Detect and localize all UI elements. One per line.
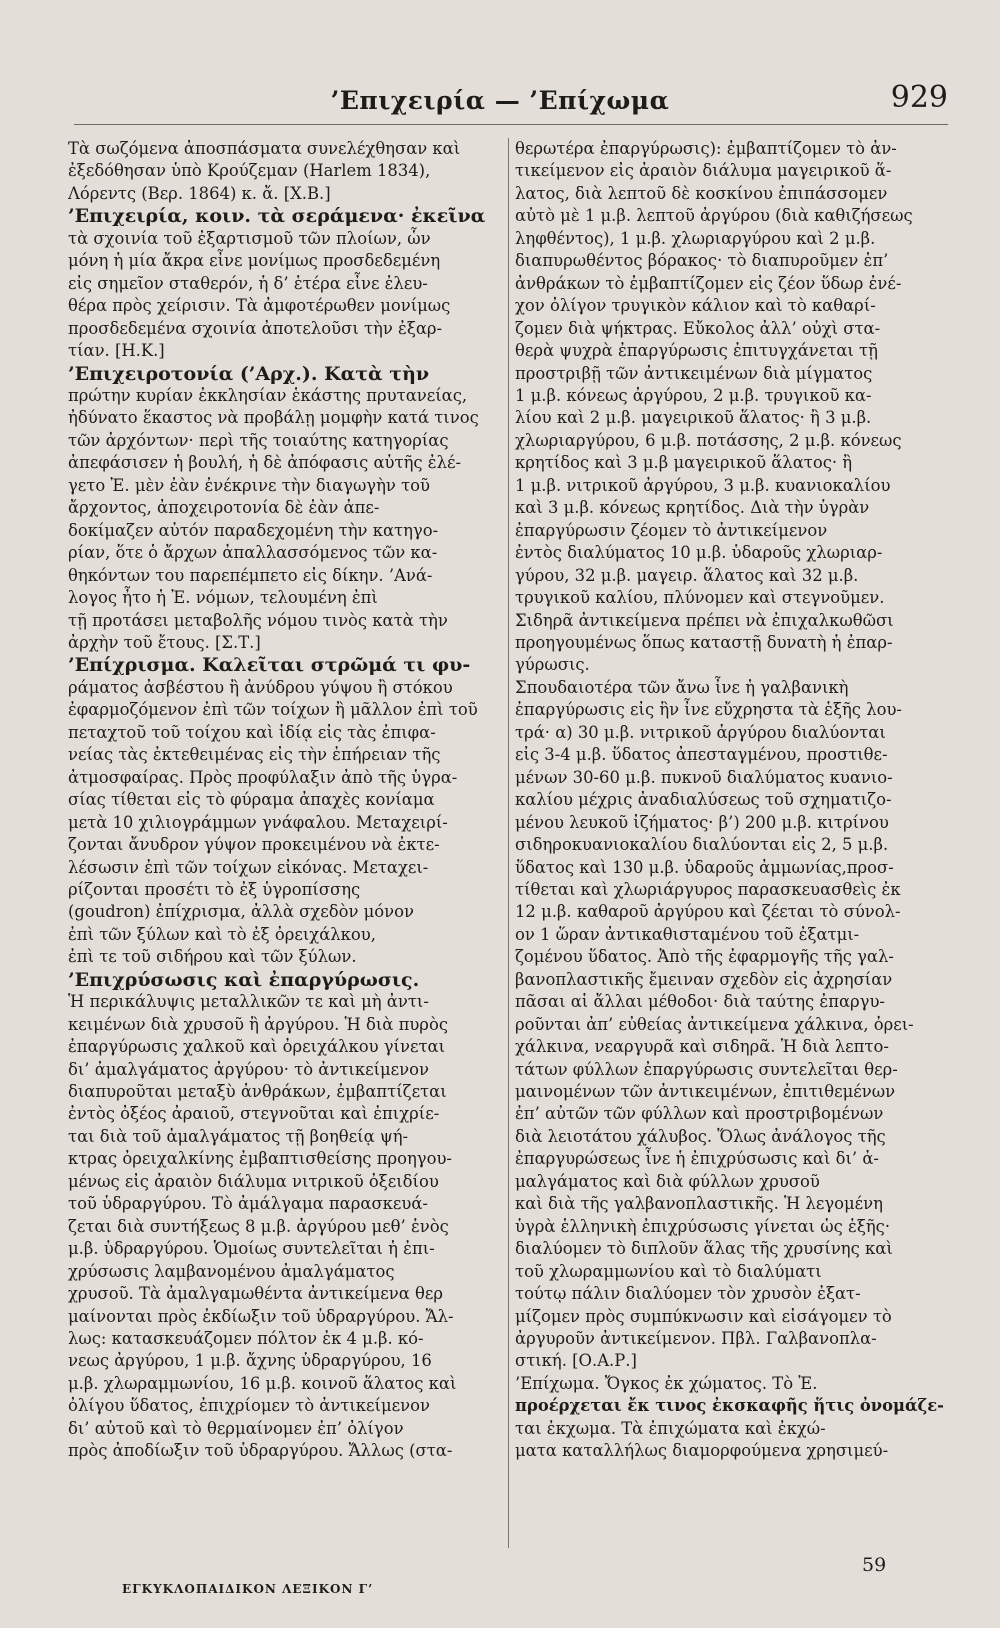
text-line: μετὰ 10 χιλιογράμμων γνάφαλου. Μεταχειρί-: [68, 812, 448, 832]
text-line: μίζομεν πρὸς συμπύκνωσιν καὶ εἰσάγομεν τὸ: [515, 1306, 892, 1326]
text-line: πρὸς ἀποδίωξιν τοῦ ὑδραργύρου. Ἄλλως (στα-: [68, 1441, 453, 1461]
text-line: (goudron) ἐπίχρισμα, ἀλλὰ σχεδὸν μόνον: [68, 902, 414, 922]
header-rule: [74, 124, 948, 125]
text-line: ρίζονται προσέτι τὸ ἐξ ὑγροπίσσης: [68, 879, 361, 899]
text-line: χλωριαργύρου, 6 μ.β. ποτάσσης, 2 μ.β. κόνεως: [515, 430, 902, 450]
text-line: ἐξεδόθησαν ὑπὸ Κρούζεμαν (Harlem 1834),: [68, 161, 431, 181]
text-line: ἐπαργυρώσεως ἶνε ἡ ἐπιχρύσωσις καὶ δι’ ἀ-: [515, 1149, 879, 1169]
text-line: τάτων φύλλων ἐπαργύρωσις συντελεῖται θερ-: [515, 1059, 898, 1079]
text-line: ἐπὶ τῶν ξύλων καὶ τὸ ἐξ ὀρειχάλκου,: [68, 924, 376, 944]
text-line: μένων 30-60 μ.β. πυκνοῦ διαλύματος κυανιο-: [515, 767, 893, 787]
text-line: ζονται ἄνυδρον γύψον προκειμένου νὰ ἐκτε-: [68, 835, 440, 855]
text-line: ἄρχοντος, ἀποχειροτονία δὲ ἐὰν ἀπε-: [68, 498, 380, 518]
text-line: διαπυρωθέντος βόρακος· τὸ διαπυροῦμεν ἐπ’: [515, 251, 889, 271]
text-line: ροῦνται ἀπ’ εὐθείας ἀντικείμενα χάλκινα, ὀρει-: [515, 1014, 914, 1034]
text-line: Τὰ σωζόμενα ἀποσπάσματα συνελέχθησαν καὶ: [68, 139, 461, 158]
text-line: λως: κατασκευάζομεν πόλτον ἐκ 4 μ.β. κό-: [68, 1329, 424, 1349]
entry-headword-line: ’Επιχειρία, κοιν. τὰ σεράμενα· ἐκεῖνα: [68, 205, 486, 228]
text-line: ἀνθράκων τὸ ἐμβαπτίζομεν εἰς ζέον ὕδωρ ἐνέ-: [515, 273, 902, 293]
text-line: ληφθέντος), 1 μ.β. χλωριαργύρου καὶ 2 μ.β.: [515, 228, 876, 248]
text-line: χρυσοῦ. Τὰ ἀμαλγαμωθέντα ἀντικείμενα θερ: [68, 1284, 443, 1304]
text-line: τρυγικοῦ καλίου, πλύνομεν καὶ στεγνοῦμεν.: [515, 588, 885, 608]
text-line: πρώτην κυρίαν ἐκκλησίαν ἑκάστης πρυτανείας,: [68, 385, 468, 405]
text-line: ρίαν, ὅτε ὁ ἄρχων ἀπαλλασσόμενος τῶν κα-: [68, 543, 438, 563]
text-line: δοκίμαζεν αὐτόν παραδεχομένη τὴν κατηγο-: [68, 520, 439, 540]
text-line: τίθεται καὶ χλωριάργυρος παρασκευασθεὶς ἐκ: [515, 879, 901, 899]
text-line: ἠδύνατο ἕκαστος νὰ προβάλῃ μομφὴν κατά τινος: [68, 408, 479, 428]
text-line: γύρου, 32 μ.β. μαγειρ. ἅλατος καὶ 32 μ.β.: [515, 565, 859, 585]
text-line: ἀτμοσφαίρας. Πρὸς προφύλαξιν ἀπὸ τῆς ὑγρα-: [68, 767, 458, 787]
text-line: πεταχτοῦ τοῦ τοίχου καὶ ἰδίᾳ εἰς τὰς ἐπιφα-: [68, 722, 436, 742]
text-line: εἰς σημεῖον σταθερόν, ἡ δ’ ἑτέρα εἶνε ἐλευ-: [68, 273, 428, 293]
text-line: Ἡ περικάλυψις μεταλλικῶν τε καὶ μὴ ἀντι-: [68, 992, 429, 1012]
text-line: σιδηροκυανιοκαλίου διαλύονται εἰς 2, 5 μ.β.: [515, 835, 889, 855]
text-line: ζομεν διὰ ψήκτρας. Εὔκολος ἀλλ’ οὐχὶ στα-: [515, 318, 881, 338]
text-line: πᾶσαι αἱ ἄλλαι μέθοδοι· διὰ ταύτης ἐπαργυ-: [515, 992, 885, 1012]
text-line: προστριβῇ τῶν ἀντικειμένων διὰ μίγματος: [515, 363, 873, 383]
text-line: κειμένων διὰ χρυσοῦ ἢ ἀργύρου. Ἡ διὰ πυρὸς: [68, 1014, 448, 1034]
text-line: τὰ σχοινία τοῦ ἐξαρτισμοῦ τῶν πλοίων, ὧν: [68, 228, 431, 248]
text-line: διαλύομεν τὸ διπλοῦν ἅλας τῆς χρυσίνης καὶ: [515, 1239, 893, 1259]
text-line: ἐπαργύρωσις χαλκοῦ καὶ ὀρειχάλκου γίνεται: [68, 1037, 446, 1057]
text-line: ὑγρὰ ἑλληνικὴ ἐπιχρύσωσις γίνεται ὡς ἑξῆς·: [515, 1216, 891, 1236]
text-line: αὐτὸ μὲ 1 μ.β. λεπτοῦ ἀργύρου (διὰ καθιζήσεως: [515, 206, 913, 226]
text-line: ἀρχὴν τοῦ ἔτους. [Σ.Τ.]: [68, 632, 261, 652]
text-line: νείας τὰς ἐκτεθειμένας εἰς τὴν ἐπήρειαν τῆς: [68, 745, 441, 765]
entry-headword-line: προέρχεται ἔκ τινος ἐκσκαφῆς ἥτις ὀνομάζε-: [515, 1396, 944, 1416]
text-line: κρητίδος καὶ 3 μ.β μαγειρικοῦ ἅλατος· ἢ: [515, 453, 853, 473]
text-line: διὰ λειοτάτου χάλυβος. Ὅλως ἀνάλογος τῆς: [515, 1126, 886, 1146]
text-line: ἀπεφάσισεν ἡ βουλή, ἡ δὲ ἀπόφασις αὐτῆς ἐλέ-: [68, 453, 461, 473]
text-line: καὶ 3 μ.β. κόνεως κρητίδος. Διὰ τὴν ὑγρὰν: [515, 498, 870, 518]
text-line: λέσωσιν ἐπὶ τῶν τοίχων εἰκόνας. Μεταχει-: [68, 857, 429, 877]
text-line: ἐπὶ τε τοῦ σιδήρου καὶ τῶν ξύλων.: [68, 947, 357, 967]
text-line: ἐπαργύρωσιν ζέομεν τὸ ἀντικείμενον: [515, 520, 828, 540]
text-line: τοῦ χλωραμμωνίου καὶ τὸ διαλύματι: [515, 1261, 822, 1281]
text-line: ὕδατος καὶ 130 μ.β. ὑδαροῦς ἀμμωνίας,προσ-: [515, 857, 894, 877]
text-line: λατος, διὰ λεπτοῦ δὲ κοσκίνου ἐπιπάσσομεν: [515, 183, 888, 203]
text-line: λίου καὶ 2 μ.β. μαγειρικοῦ ἅλατος· ἢ 3 μ.β.: [515, 408, 872, 428]
text-line: γετο Ἐ. μὲν ἐὰν ἐνέκρινε τὴν διαγωγὴν τοῦ: [68, 475, 430, 495]
text-line: τῇ προτάσει μεταβολῆς νόμου τινὸς κατὰ τὴν: [68, 610, 448, 630]
text-line: χρύσωσις λαμβανομένου ἀμαλγάματος: [68, 1261, 395, 1281]
signature-number: 59: [862, 1554, 887, 1576]
text-line: τίαν. [Η.Κ.]: [68, 341, 165, 361]
signature-mark: ΕΓΚΥΚΛΟΠΑΙΔΙΚΟΝ ΛΕΞΙΚΟΝ Γ’: [122, 1582, 374, 1596]
text-line: ἐπ’ αὐτῶν τῶν φύλλων καὶ προστριβομένων: [515, 1104, 884, 1124]
right-column: [515, 138, 949, 1552]
text-line: γύρωσις.: [515, 655, 590, 675]
text-line: ἐντὸς ὀξέος ἀραιοῦ, στεγνοῦται καὶ ἐπιχρίε-: [68, 1104, 440, 1124]
text-line: μ.β. ὑδραργύρου. Ὁμοίως συντελεῖται ἡ ἐπι-: [68, 1239, 435, 1259]
text-line: τούτῳ πάλιν διαλύομεν τὸν χρυσὸν ἐξατ-: [515, 1284, 861, 1304]
left-column: [68, 138, 502, 1552]
text-line: τρά· α) 30 μ.β. νιτρικοῦ ἀργύρου διαλύονται: [515, 722, 886, 742]
text-line: μ.β. χλωραμμωνίου, 16 μ.β. κοινοῦ ἅλατος καὶ: [68, 1373, 457, 1393]
entry-headword-line: ’Επιχειροτονία (’Αρχ.). Κατὰ τὴν: [68, 362, 430, 385]
text-line: ἐφαρμοζόμενον ἐπὶ τῶν τοίχων ἢ μᾶλλον ἐπὶ τοῦ: [68, 700, 478, 720]
text-line: στική. [Ο.Α.Ρ.]: [515, 1351, 637, 1371]
text-line: χάλκινα, νεαργυρᾶ καὶ σιδηρᾶ. Ἡ διὰ λεπτο-: [515, 1037, 889, 1057]
text-line: ράματος ἀσβέστου ἢ ἀνύδρου γύψου ἢ στόκου: [68, 677, 453, 697]
text-line: θηκόντων του παρεπέμπετο εἰς δίκην. ’Ανά-: [68, 565, 433, 585]
text-line: προσδεδεμένα σχοινία ἀποτελοῦσι τὴν ἐξαρ-: [68, 318, 443, 338]
text-line: ἐπαργύρωσις εἰς ἣν ἶνε εὔχρηστα τὰ ἑξῆς λου-: [515, 700, 902, 720]
text-line: λογος ἦτο ἡ Ἐ. νόμων, τελουμένη ἐπὶ: [68, 588, 378, 608]
text-line: 1 μ.β. νιτρικοῦ ἀργύρου, 3 μ.β. κυανιοκαλίου: [515, 475, 891, 495]
text-line: προηγουμένως ὅπως καταστῇ δυνατὴ ἡ ἐπαρ-: [515, 632, 893, 652]
text-line: καὶ διὰ τῆς γαλβανοπλαστικῆς. Ἡ λεγομένη: [515, 1194, 883, 1214]
text-line: ται ἐκχωμα. Τὰ ἐπιχώματα καὶ ἐκχώ-: [515, 1418, 826, 1438]
text-line: εἰς 3-4 μ.β. ὕδατος ἀπεσταγμένου, προστιθε-: [515, 745, 888, 765]
text-line: μαλγάματος καὶ διὰ φύλλων χρυσοῦ: [515, 1171, 820, 1191]
text-line: χον ὀλίγον τρυγικὸν κάλιον καὶ τὸ καθαρί-: [515, 296, 876, 316]
entry-headword-line: ’Επίχρισμα. Καλεῖται στρῶμά τι φυ-: [68, 654, 471, 677]
text-line: Σπουδαιοτέρα τῶν ἄνω ἶνε ἡ γαλβανικὴ: [515, 677, 849, 697]
text-line: θέρα πρὸς χείρισιν. Τὰ ἀμφοτέρωθεν μονίμως: [68, 296, 451, 316]
text-line: κτρας ὀρειχαλκίνης ἐμβαπτισθείσης προηγου-: [68, 1149, 452, 1169]
text-line: ἀργυροῦν ἀντικείμενον. Πβλ. Γαλβανοπλα-: [515, 1329, 877, 1349]
text-line: Σιδηρᾶ ἀντικείμενα πρέπει νὰ ἐπιχαλκωθῶσι: [515, 610, 894, 630]
text-line: δι’ ἀμαλγάματος ἀργύρου· τὸ ἀντικείμενον: [68, 1059, 429, 1079]
text-line: ὀλίγου ὕδατος, ἐπιχρίομεν τὸ ἀντικείμενον: [68, 1396, 430, 1416]
text-line: ’Επίχωμα. Ὄγκος ἐκ χώματος. Τὸ Ἐ.: [515, 1373, 818, 1393]
entry-headword-line: ’Επιχρύσωσις καὶ ἐπαργύρωσις.: [68, 968, 420, 991]
text-line: ον 1 ὥραν ἀντικαθισταμένου τοῦ ἐξατμι-: [515, 924, 860, 944]
text-line: μένου λευκοῦ ἰζήματος· β’) 200 μ.β. κιτρίνου: [515, 812, 889, 832]
text-line: 1 μ.β. κόνεως ἀργύρου, 2 μ.β. τρυγικοῦ κα-: [515, 385, 872, 405]
column-divider: [508, 138, 509, 1548]
text-line: ζομένου ὕδατος. Ἀπὸ τῆς ἐφαρμογῆς τῆς γαλ-: [515, 947, 894, 967]
running-head: ’Επιχειρία — ’Επίχωμα: [330, 86, 670, 115]
text-line: μόνη ἡ μία ἄκρα εἶνε μονίμως προσδεδεμένη: [68, 251, 441, 271]
text-line: τῶν ἀρχόντων· περὶ τῆς τοιαύτης κατηγορίας: [68, 430, 449, 450]
text-line: νεως ἀργύρου, 1 μ.β. ἄχνης ὑδραργύρου, 16: [68, 1351, 432, 1371]
text-line: θερωτέρα ἐπαργύρωσις): ἐμβαπτίζομεν τὸ ἀν-: [515, 139, 897, 158]
text-line: μένως εἰς ἀραιὸν διάλυμα νιτρικοῦ ὀξειδίου: [68, 1171, 439, 1191]
text-line: θερὰ ψυχρὰ ἐπαργύρωσις ἐπιτυγχάνεται τῇ: [515, 341, 878, 361]
text-line: βανοπλαστικῆς ἔμειναν σχεδὸν εἰς ἀχρησίαν: [515, 969, 893, 989]
text-line: σίας τίθεται εἰς τὸ φύραμα ἀπαχὲς κονίαμα: [68, 790, 435, 810]
text-line: Λόρεντς (Βερ. 1864) κ. ἄ. [Χ.Β.]: [68, 183, 331, 203]
text-line: δι’ αὐτοῦ καὶ τὸ θερμαίνομεν ἐπ’ ὀλίγον: [68, 1418, 404, 1438]
text-line: ἐντὸς διαλύματος 10 μ.β. ὑδαροῦς χλωριαρ-: [515, 543, 883, 563]
text-line: μαινομένων τῶν ἀντικειμένων, ἐπιτιθεμένων: [515, 1082, 896, 1102]
text-line: ζεται διὰ συντήξεως 8 μ.β. ἀργύρου μεθ’ ἑνὸς: [68, 1216, 449, 1236]
text-line: διαπυροῦται μεταξὺ ἀνθράκων, ἐμβαπτίζεται: [68, 1082, 447, 1102]
text-line: ται διὰ τοῦ ἀμαλγάματος τῇ βοηθείᾳ ψή-: [68, 1126, 409, 1146]
text-line: τικείμενον εἰς ἀραιὸν διάλυμα μαγειρικοῦ ἅ-: [515, 161, 892, 181]
page-number: 929: [890, 80, 948, 115]
text-line: καλίου μέχρις ἀναδιαλύσεως τοῦ σχηματιζο-: [515, 790, 892, 810]
text-line: ματα καταλλήλως διαμορφούμενα χρησιμεύ-: [515, 1441, 889, 1461]
text-line: τοῦ ὑδραργύρου. Τὸ ἀμάλγαμα παρασκευά-: [68, 1194, 428, 1214]
text-line: μαίνονται πρὸς ἐκδίωξιν τοῦ ὑδραργύρου. Ἄλ-: [68, 1306, 454, 1326]
text-line: 12 μ.β. καθαροῦ ἀργύρου καὶ ζέεται τὸ σύνολ-: [515, 902, 901, 922]
